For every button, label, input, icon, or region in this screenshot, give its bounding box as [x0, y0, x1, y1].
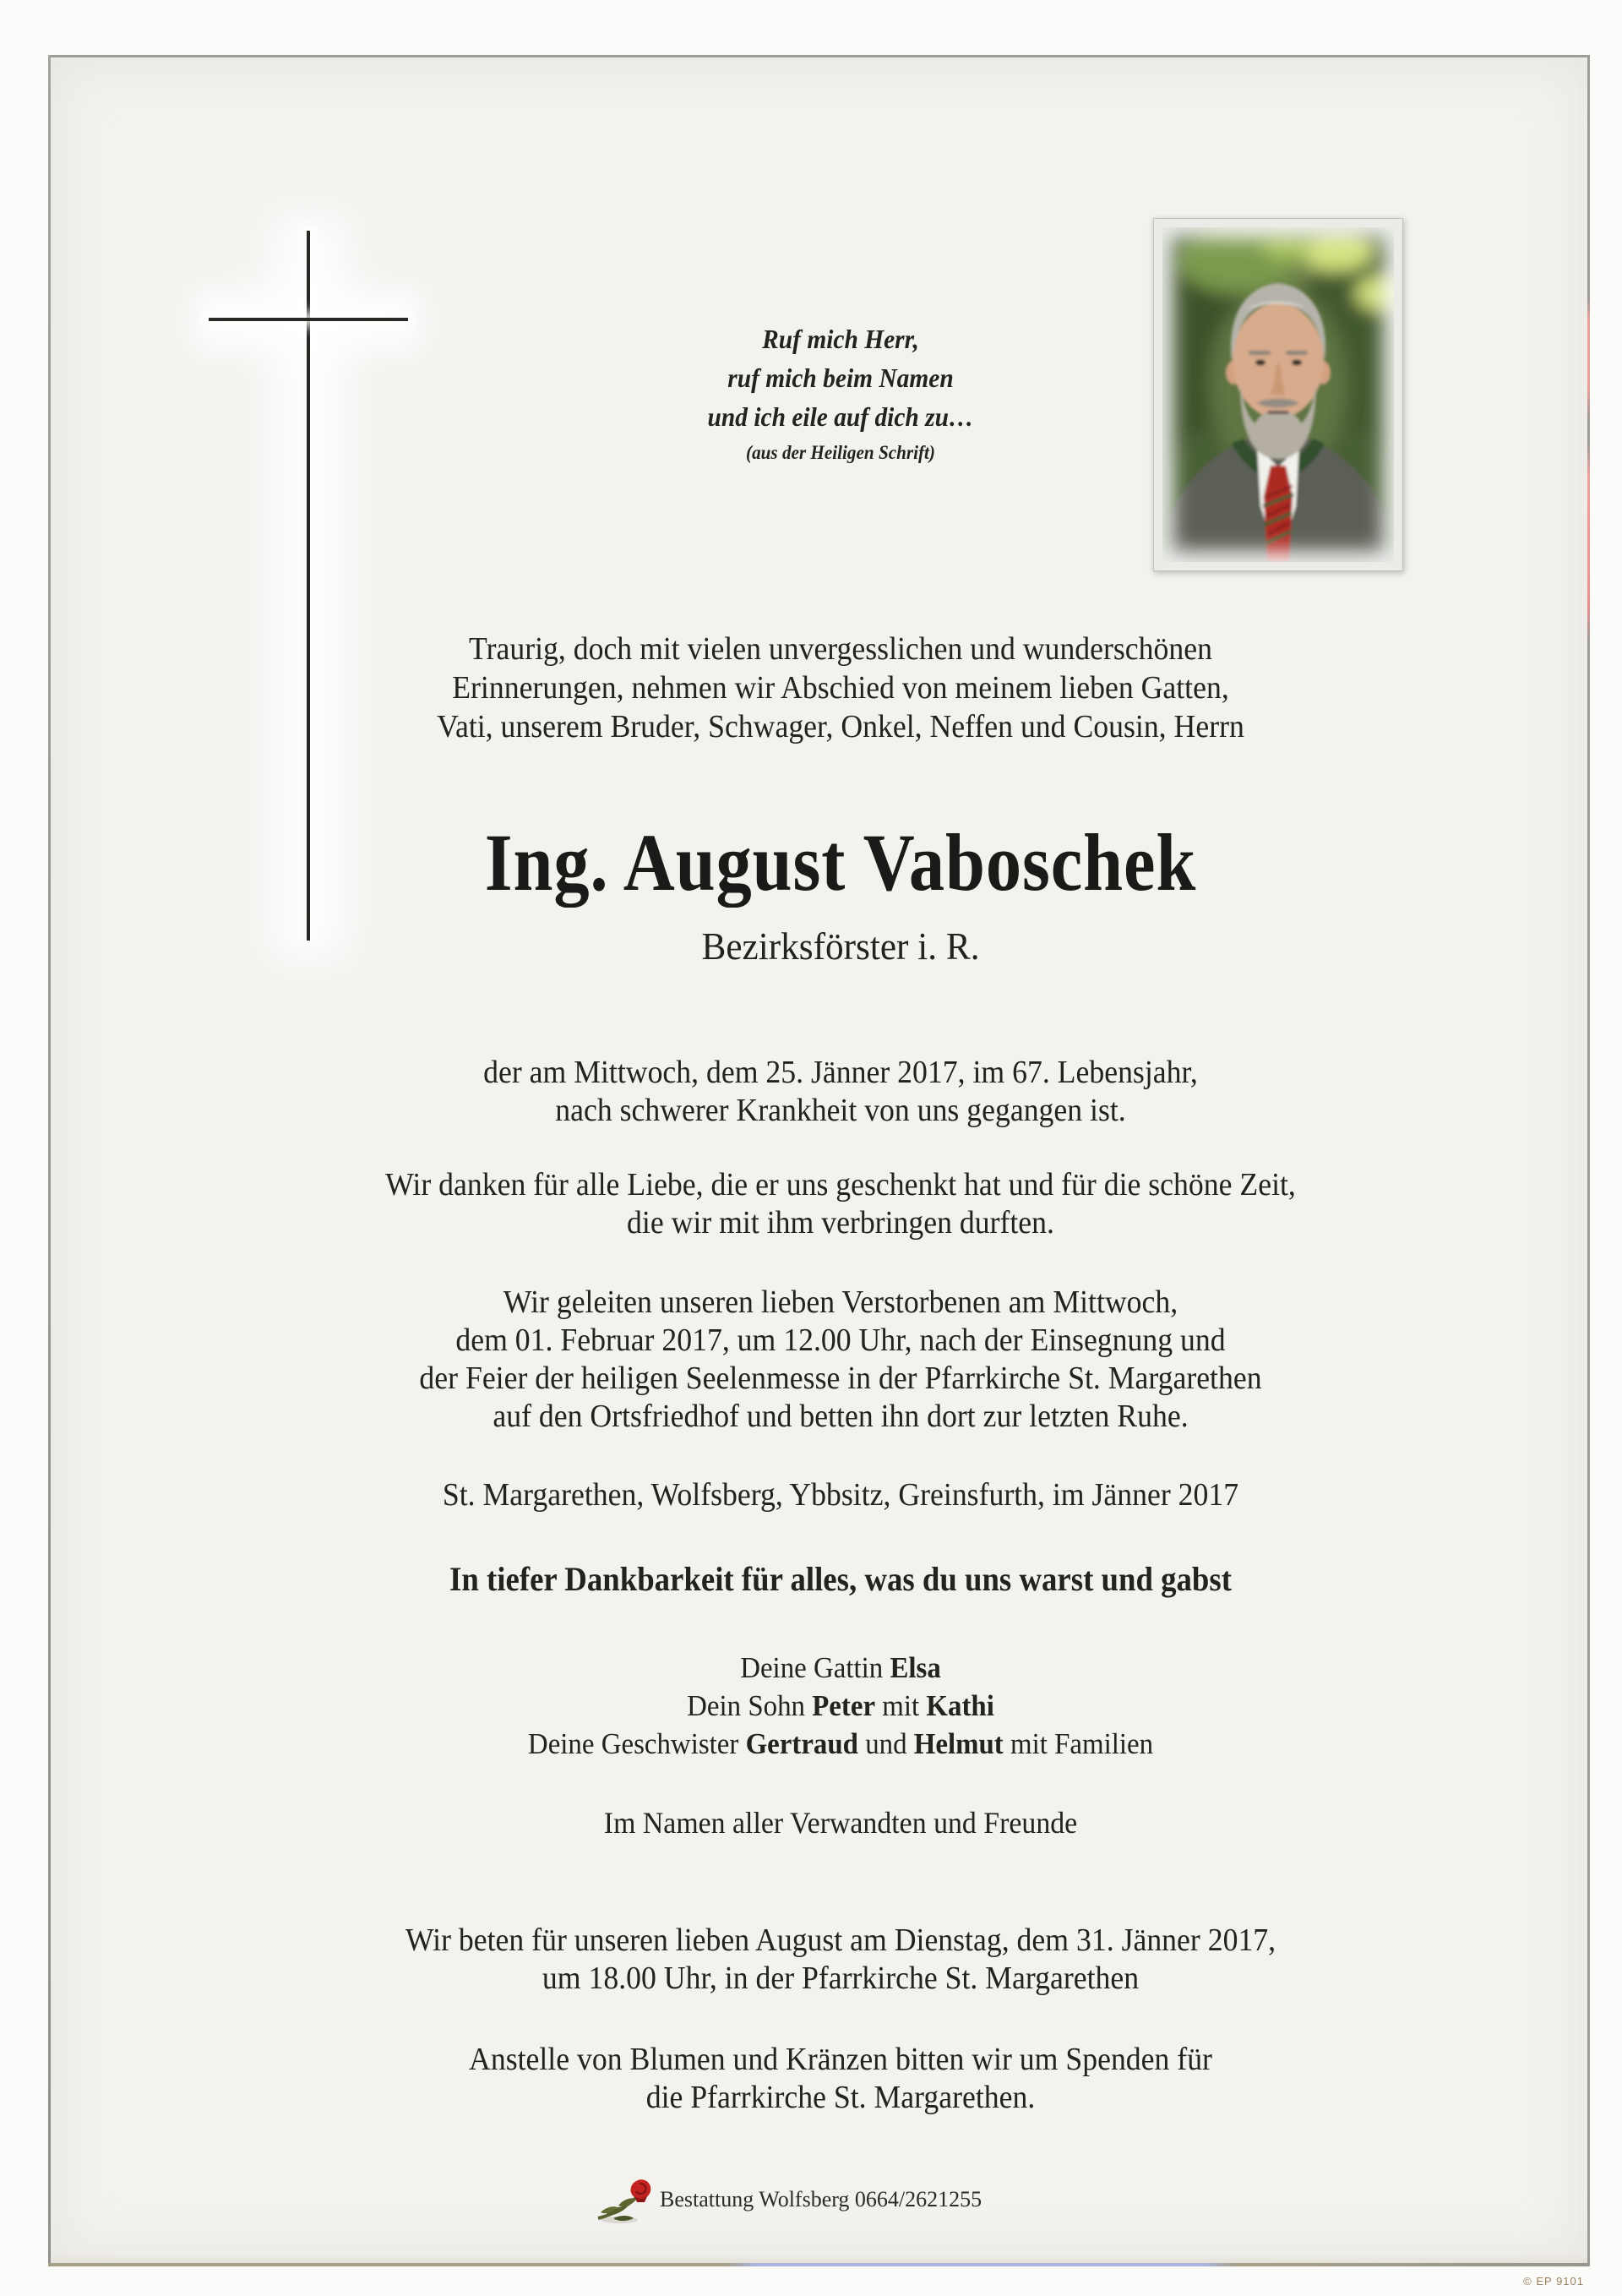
family-name: Helmut — [913, 1727, 1004, 1760]
prayer-line: Wir beten für unseren lieben August am Dienstag, dem 31. Jänner 2017, — [405, 1922, 1276, 1958]
deceased-name: Ing. August Vaboschek — [484, 817, 1197, 908]
family-name: Elsa — [890, 1651, 941, 1684]
family-name: Gertraud — [745, 1727, 858, 1760]
intro-line: Traurig, doch mit vielen unvergesslichen und wunderschönen — [469, 631, 1212, 667]
prayer-paragraph — [106, 1922, 1576, 1998]
funeral-line: auf den Ortsfriedhof und betten ihn dort zur letzten Ruhe. — [493, 1399, 1189, 1434]
funeral-home-contact: Bestattung Wolfsberg 0664/2621255 — [660, 2187, 982, 2211]
family-text: Dein Sohn — [687, 1689, 813, 1722]
donation-line: Anstelle von Blumen und Kränzen bitten wir um Spenden für — [469, 2042, 1212, 2077]
family-name: Peter — [812, 1689, 876, 1722]
frame-border-right — [1587, 55, 1590, 2266]
gratitude-line: Wir danken für alle Liebe, die er uns geschenkt hat und für die schöne Zeit, — [385, 1167, 1296, 1203]
family-text: Deine Geschwister — [527, 1727, 746, 1760]
quote-source: (aus der Heiligen Schrift) — [746, 442, 935, 463]
family-text: mit Familien — [1003, 1727, 1154, 1760]
intro-line: Vati, unserem Bruder, Schwager, Onkel, Neffen und Cousin, Herrn — [437, 709, 1244, 744]
funeral-line: dem 01. Februar 2017, um 12.00 Uhr, nach der Einsegnung und — [455, 1323, 1226, 1358]
donation-line: die Pfarrkirche St. Margarethen. — [645, 2080, 1036, 2115]
family-line — [106, 1725, 1576, 1763]
print-code: © EP 9101 — [1523, 2275, 1584, 2288]
gratitude-line: die wir mit ihm verbringen durften. — [627, 1205, 1054, 1241]
death-notice-line: nach schwerer Krankheit von uns gegangen ist. — [555, 1093, 1126, 1128]
family-name: Kathi — [926, 1689, 994, 1722]
death-notice-line: der am Mittwoch, dem 25. Jänner 2017, im 67. Lebensjahr, — [483, 1055, 1198, 1090]
deceased-title: Bezirksförster i. R. — [701, 924, 980, 968]
intro-paragraph — [106, 630, 1576, 746]
places-line: St. Margarethen, Wolfsberg, Ybbsitz, Greinsfurth, im Jänner 2017 — [442, 1477, 1239, 1513]
in-name-of-line: Im Namen aller Verwandten und Freunde — [603, 1806, 1078, 1840]
funeral-paragraph — [106, 1284, 1576, 1436]
family-text: und — [857, 1727, 914, 1760]
funeral-home-footer — [594, 2177, 982, 2224]
frame-border-left — [48, 55, 51, 2266]
intro-line: Erinnerungen, nehmen wir Abschied von meinem lieben Gatten, — [452, 670, 1229, 706]
frame-bottom-bevel — [51, 2255, 1587, 2263]
quote-line: und ich eile auf dich zu… — [707, 401, 974, 432]
frame-border-bottom — [48, 2263, 1590, 2266]
donation-paragraph — [106, 2041, 1576, 2117]
funeral-line: der Feier der heiligen Seelenmesse in der Pfarrkirche St. Margarethen — [419, 1361, 1262, 1396]
quote-line: ruf mich beim Namen — [727, 363, 954, 393]
scripture-quote — [122, 319, 1559, 466]
rose-icon — [594, 2177, 655, 2224]
prayer-line: um 18.00 Uhr, in der Pfarrkirche St. Margarethen — [542, 1961, 1140, 1996]
gratitude-paragraph — [106, 1166, 1576, 1242]
funeral-line: Wir geleiten unseren lieben Verstorbenen am Mittwoch, — [503, 1284, 1178, 1320]
family-line — [106, 1649, 1576, 1687]
family-list — [106, 1649, 1576, 1763]
family-line — [106, 1687, 1576, 1725]
frame-border-top — [48, 55, 1590, 57]
dedication-line: In tiefer Dankbarkeit für alles, was du uns warst und gabst — [449, 1560, 1232, 1598]
quote-line: Ruf mich Herr, — [762, 324, 919, 354]
family-text: mit — [875, 1689, 927, 1722]
family-text: Deine Gattin — [740, 1651, 890, 1684]
death-notice-paragraph — [106, 1054, 1576, 1130]
